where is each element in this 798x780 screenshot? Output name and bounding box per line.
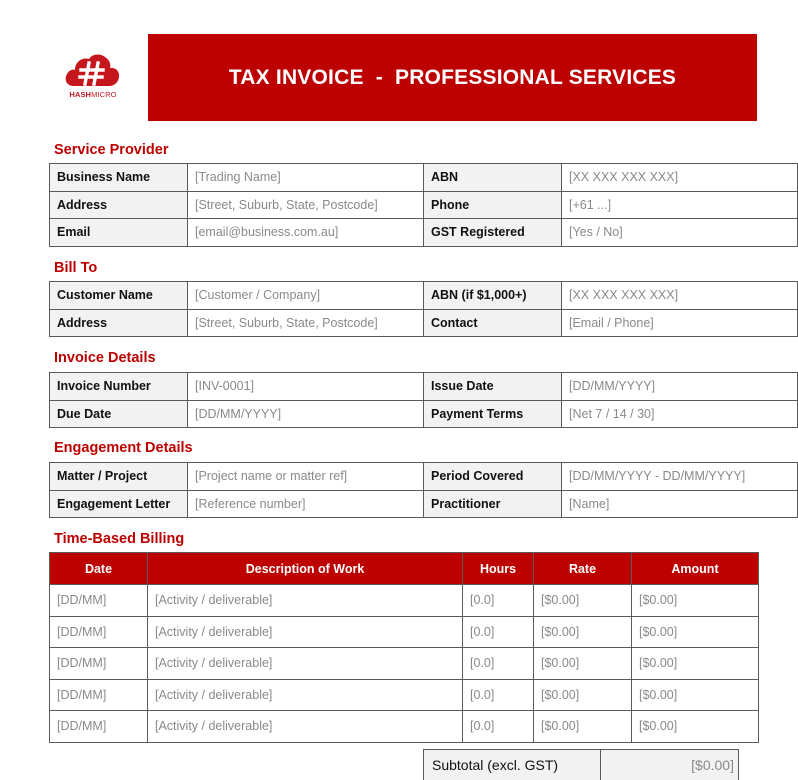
subtotal-label: Subtotal (excl. GST): [424, 750, 601, 780]
kv-row: [50, 490, 798, 518]
column-header-hours: Hours: [463, 553, 534, 585]
totals-table: [423, 749, 739, 780]
cell-amount[interactable]: [$0.00]: [632, 585, 759, 617]
section-title-service-provider: Service Provider: [54, 142, 169, 158]
field-label: Phone: [424, 191, 562, 219]
field-value[interactable]: [Email / Phone]: [562, 309, 798, 337]
cell-amount[interactable]: [$0.00]: [632, 679, 759, 711]
cell-description[interactable]: [Activity / deliverable]: [148, 585, 463, 617]
field-label: Period Covered: [424, 463, 562, 491]
field-value[interactable]: [Reference number]: [188, 490, 424, 518]
cell-rate[interactable]: [$0.00]: [534, 648, 632, 680]
cell-hours[interactable]: [0.0]: [463, 616, 534, 648]
cell-hours[interactable]: [0.0]: [463, 648, 534, 680]
cell-date[interactable]: [DD/MM]: [50, 616, 148, 648]
kv-row: [50, 191, 798, 219]
field-label: Address: [50, 309, 188, 337]
cell-hours[interactable]: [0.0]: [463, 585, 534, 617]
cell-amount[interactable]: [$0.00]: [632, 648, 759, 680]
field-value[interactable]: [DD/MM/YYYY]: [188, 400, 424, 428]
cell-description[interactable]: [Activity / deliverable]: [148, 616, 463, 648]
billing-row: [50, 616, 759, 648]
field-label: GST Registered: [424, 219, 562, 247]
invoice-title-banner: [148, 34, 757, 121]
cell-date[interactable]: [DD/MM]: [50, 648, 148, 680]
column-header-rate: Rate: [534, 553, 632, 585]
invoice-details-table: [49, 372, 798, 428]
column-header-description: Description of Work: [148, 553, 463, 585]
billing-row: [50, 711, 759, 743]
field-label: Practitioner: [424, 490, 562, 518]
billing-row: [50, 679, 759, 711]
kv-row: [50, 373, 798, 401]
cell-date[interactable]: [DD/MM]: [50, 679, 148, 711]
cell-rate[interactable]: [$0.00]: [534, 616, 632, 648]
kv-row: [50, 463, 798, 491]
field-value[interactable]: [Customer / Company]: [188, 282, 424, 310]
field-label: Issue Date: [424, 373, 562, 401]
bill-to-table: [49, 281, 798, 337]
subtotal-value[interactable]: [$0.00]: [601, 750, 739, 780]
field-value[interactable]: [Street, Suburb, State, Postcode]: [188, 191, 424, 219]
cell-description[interactable]: [Activity / deliverable]: [148, 711, 463, 743]
billing-table: [49, 552, 759, 743]
column-header-date: Date: [50, 553, 148, 585]
company-logo: [62, 52, 124, 108]
field-value[interactable]: [Project name or matter ref]: [188, 463, 424, 491]
billing-header-row: [50, 553, 759, 585]
cell-rate[interactable]: [$0.00]: [534, 711, 632, 743]
cell-rate[interactable]: [$0.00]: [534, 585, 632, 617]
kv-row: [50, 309, 798, 337]
field-value[interactable]: [DD/MM/YYYY - DD/MM/YYYY]: [562, 463, 798, 491]
section-title-invoice-details: Invoice Details: [54, 350, 156, 366]
subtotal-row: [424, 750, 739, 780]
kv-row: [50, 282, 798, 310]
logo-brand-bold: HASH: [69, 90, 92, 99]
field-label: Address: [50, 191, 188, 219]
field-label: Matter / Project: [50, 463, 188, 491]
cell-date[interactable]: [DD/MM]: [50, 711, 148, 743]
hashmicro-cloud-hash-icon: [62, 52, 124, 90]
cell-hours[interactable]: [0.0]: [463, 711, 534, 743]
kv-row: [50, 164, 798, 192]
field-label: Invoice Number: [50, 373, 188, 401]
cell-rate[interactable]: [$0.00]: [534, 679, 632, 711]
field-label: Engagement Letter: [50, 490, 188, 518]
cell-amount[interactable]: [$0.00]: [632, 616, 759, 648]
cell-description[interactable]: [Activity / deliverable]: [148, 679, 463, 711]
section-title-engagement-details: Engagement Details: [54, 440, 193, 456]
engagement-details-table: [49, 462, 798, 518]
field-value[interactable]: [Net 7 / 14 / 30]: [562, 400, 798, 428]
field-value[interactable]: [+61 ...]: [562, 191, 798, 219]
field-label: Customer Name: [50, 282, 188, 310]
field-value[interactable]: [Name]: [562, 490, 798, 518]
section-title-time-based-billing: Time-Based Billing: [54, 531, 185, 547]
field-value[interactable]: [DD/MM/YYYY]: [562, 373, 798, 401]
field-value[interactable]: [email@business.com.au]: [188, 219, 424, 247]
field-value[interactable]: [INV-0001]: [188, 373, 424, 401]
field-label: Email: [50, 219, 188, 247]
field-value[interactable]: [Street, Suburb, State, Postcode]: [188, 309, 424, 337]
cell-hours[interactable]: [0.0]: [463, 679, 534, 711]
billing-row: [50, 648, 759, 680]
field-value[interactable]: [Yes / No]: [562, 219, 798, 247]
field-label: Business Name: [50, 164, 188, 192]
invoice-title: TAX INVOICE - PROFESSIONAL SERVICES: [228, 65, 677, 89]
kv-row: [50, 219, 798, 247]
billing-row: [50, 585, 759, 617]
column-header-amount: Amount: [632, 553, 759, 585]
field-value[interactable]: [XX XXX XXX XXX]: [562, 164, 798, 192]
cell-description[interactable]: [Activity / deliverable]: [148, 648, 463, 680]
field-label: Due Date: [50, 400, 188, 428]
cell-amount[interactable]: [$0.00]: [632, 711, 759, 743]
field-label: Payment Terms: [424, 400, 562, 428]
service-provider-table: [49, 163, 798, 247]
field-value[interactable]: [XX XXX XXX XXX]: [562, 282, 798, 310]
field-label: ABN (if $1,000+): [424, 282, 562, 310]
section-title-bill-to: Bill To: [54, 260, 98, 276]
field-value[interactable]: [Trading Name]: [188, 164, 424, 192]
kv-row: [50, 400, 798, 428]
logo-wordmark: [62, 90, 124, 99]
logo-brand-thin: MICRO: [91, 90, 117, 99]
cell-date[interactable]: [DD/MM]: [50, 585, 148, 617]
field-label: ABN: [424, 164, 562, 192]
field-label: Contact: [424, 309, 562, 337]
